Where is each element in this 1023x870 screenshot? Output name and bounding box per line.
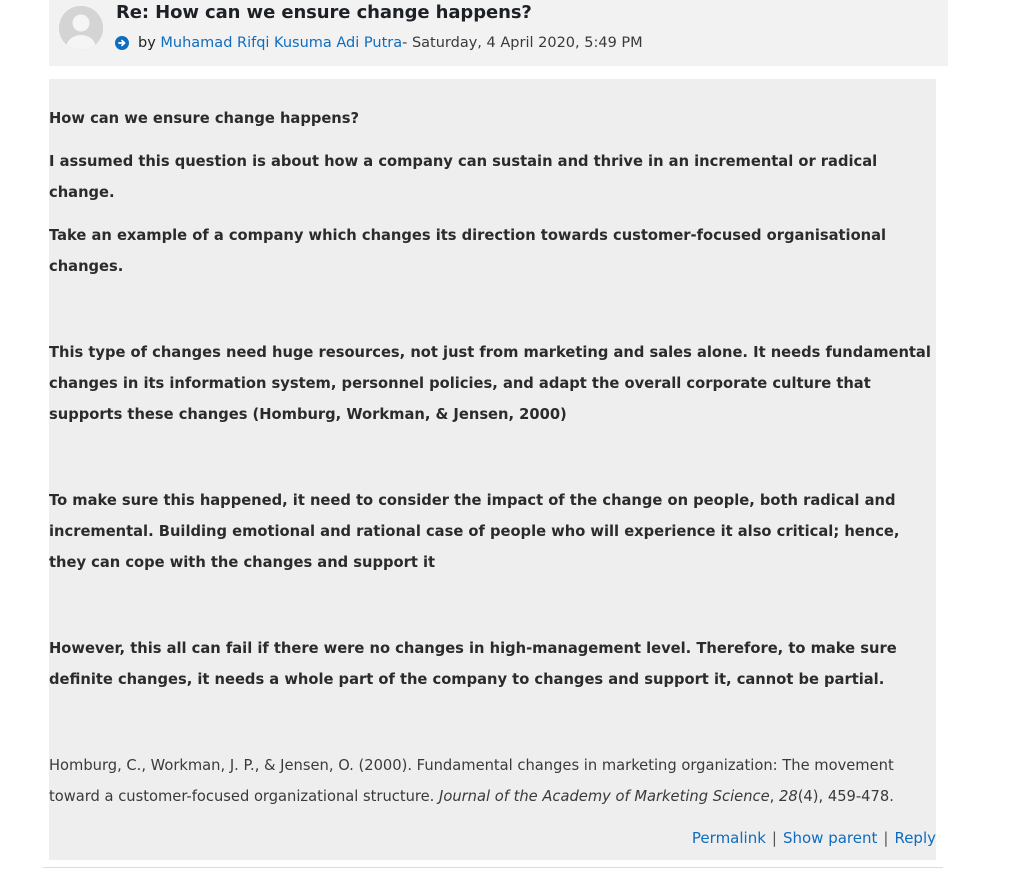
reference-volume: 28 <box>779 788 798 805</box>
paragraph-assumption: I assumed this question is about how a company can sustain and thrive in an incremental or radical change. <box>49 153 878 201</box>
paragraph-impact: To make sure this happened, it need to consider the impact of the change on people, both radical and incremental. Building emotional and rational case of people who will experience it also critical; hence, they can cope with the changes and support it <box>49 492 900 571</box>
post-byline <box>115 35 643 51</box>
post-date: - Saturday, 4 April 2020, 5:49 PM <box>402 35 643 51</box>
reply-link[interactable]: Reply <box>894 829 936 847</box>
post-content <box>49 103 936 824</box>
post-header <box>49 0 948 66</box>
post-subject: Re: How can we ensure change happens? <box>116 2 532 23</box>
reference-authors: Homburg, C., Workman, J. P., & Jensen, O. (2000). Fundamental changes in marketing organization: The movement toward a customer-focused organizational structure. <box>49 757 894 805</box>
show-parent-link[interactable]: Show parent <box>782 829 878 847</box>
divider <box>43 867 943 868</box>
reference-citation <box>49 750 936 812</box>
separator: | <box>883 829 889 847</box>
reference-issue-pages: (4), 459-478. <box>797 788 894 805</box>
post-actions <box>692 829 936 847</box>
paragraph-resources: This type of changes need huge resources, not just from marketing and sales alone. It needs fundamental changes in its information system, personnel policies, and adapt the overall corporate culture that supports these changes (Homburg, Workman, & Jensen, 2000) <box>49 344 931 423</box>
arrow-circle-right-icon <box>115 36 129 50</box>
reference-comma: , <box>769 788 779 805</box>
author-link[interactable]: Muhamad Rifqi Kusuma Adi Putra <box>160 35 403 51</box>
user-avatar-icon[interactable] <box>59 6 103 50</box>
reference-journal: Journal of the Academy of Marketing Science <box>439 788 770 805</box>
paragraph-example: Take an example of a company which changes its direction towards customer-focused organisational changes. <box>49 227 887 275</box>
post-body <box>49 79 936 860</box>
paragraph-management: However, this all can fail if there were no changes in high-management level. Therefore, to make sure definite changes, it needs a whole part of the company to changes and support it, cannot be partial. <box>49 640 897 688</box>
permalink-link[interactable]: Permalink <box>691 829 766 847</box>
separator: | <box>771 829 777 847</box>
paragraph-question: How can we ensure change happens? <box>49 110 360 127</box>
by-prefix: by <box>138 35 156 51</box>
